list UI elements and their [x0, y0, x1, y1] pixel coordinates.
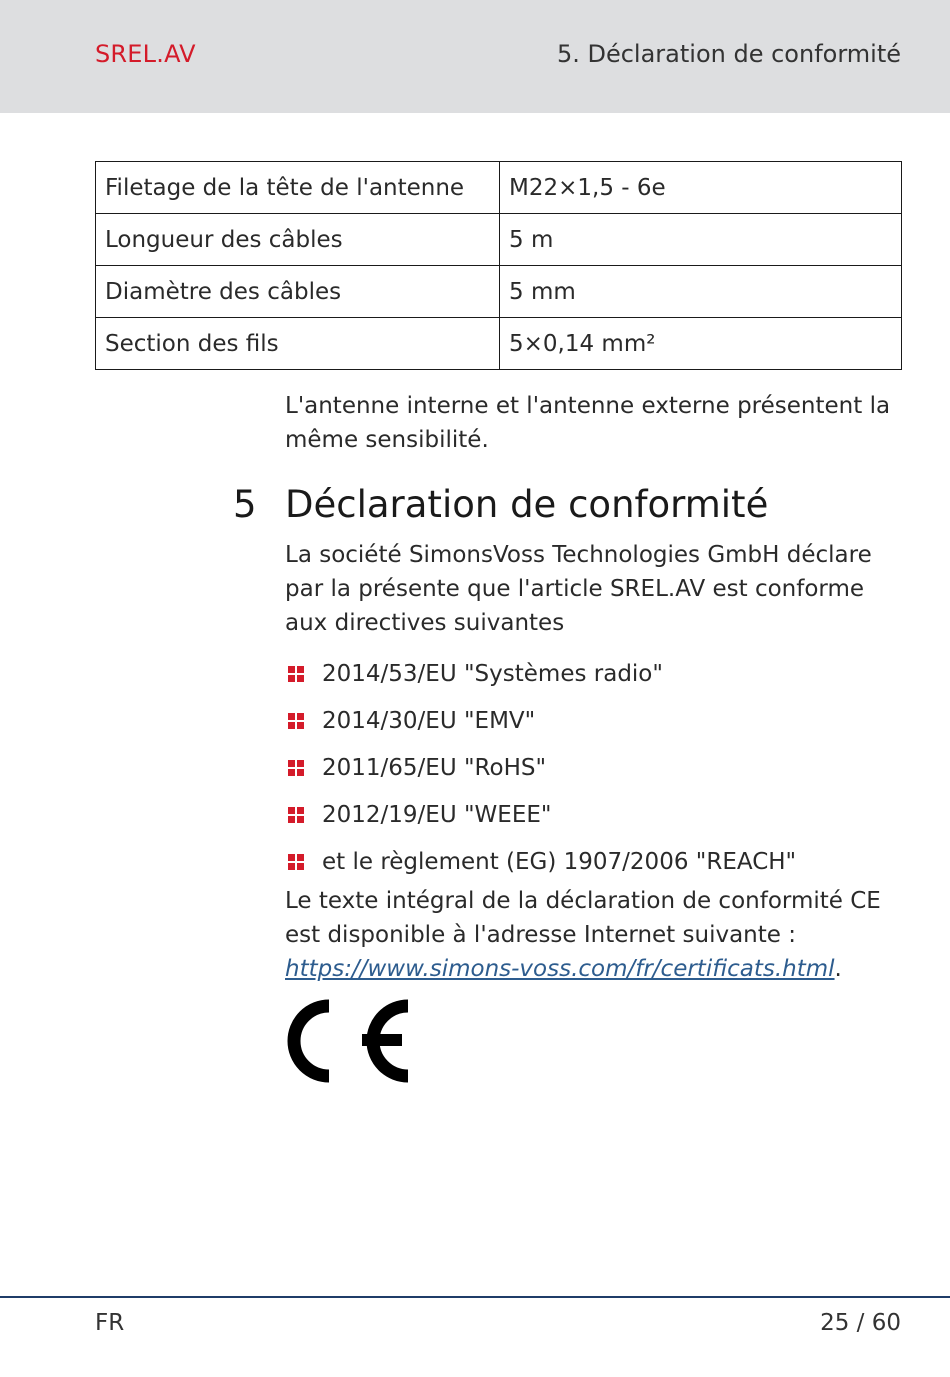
fulltext-text: Le texte intégral de la déclaration de conformité CE est disponible à l'adresse Internet suivante : [285, 888, 881, 948]
directive-text: 2014/53/EU "Systèmes radio" [322, 660, 663, 687]
table-row [96, 162, 902, 214]
product-name: SREL.AV [95, 40, 196, 68]
sensitivity-note: L'antenne interne et l'antenne externe présentent la même sensibilité. [285, 393, 891, 453]
spec-label: Section des fils [96, 318, 500, 370]
square-bullet-icon [288, 713, 304, 729]
table-row [96, 214, 902, 266]
square-bullet-icon [288, 854, 304, 870]
spec-label: Diamètre des câbles [96, 266, 500, 318]
spec-value: 5 m [500, 214, 902, 266]
section-title: Déclaration de conformité [285, 483, 769, 526]
list-item [288, 650, 796, 697]
square-bullet-icon [288, 807, 304, 823]
spec-table [95, 161, 902, 370]
spec-value: 5×0,14 mm² [500, 318, 902, 370]
footer-language: FR [95, 1310, 125, 1336]
list-item [288, 838, 796, 885]
table-row [96, 266, 902, 318]
table-row [96, 318, 902, 370]
list-item [288, 697, 796, 744]
square-bullet-icon [288, 666, 304, 682]
directive-text: 2014/30/EU "EMV" [322, 707, 536, 734]
spec-value: M22×1,5 - 6e [500, 162, 902, 214]
spec-label: Filetage de la tête de l'antenne [96, 162, 500, 214]
header-section-title: 5. Déclaration de conformité [556, 40, 901, 68]
declaration-fulltext [285, 884, 910, 986]
page-number: 25 / 60 [820, 1310, 901, 1336]
spec-value: 5 mm [500, 266, 902, 318]
declaration-intro: La société SimonsVoss Technologies GmbH déclare par la présente que l'article SREL.AV est conforme aux directives suivantes [285, 542, 872, 636]
footer-divider [0, 1296, 950, 1298]
directive-text: 2011/65/EU "RoHS" [322, 754, 547, 781]
certificates-link[interactable]: https://www.simons-voss.com/fr/certificats.html [285, 956, 835, 982]
section-number: 5 [233, 483, 257, 526]
directive-text: et le règlement (EG) 1907/2006 "REACH" [322, 848, 797, 875]
ce-mark-icon [284, 994, 414, 1088]
spec-label: Longueur des câbles [96, 214, 500, 266]
fulltext-period: . [834, 956, 842, 982]
page-header [0, 0, 950, 113]
directive-text: 2012/19/EU "WEEE" [322, 801, 552, 828]
directive-list [288, 650, 796, 885]
list-item [288, 744, 796, 791]
list-item [288, 791, 796, 838]
square-bullet-icon [288, 760, 304, 776]
